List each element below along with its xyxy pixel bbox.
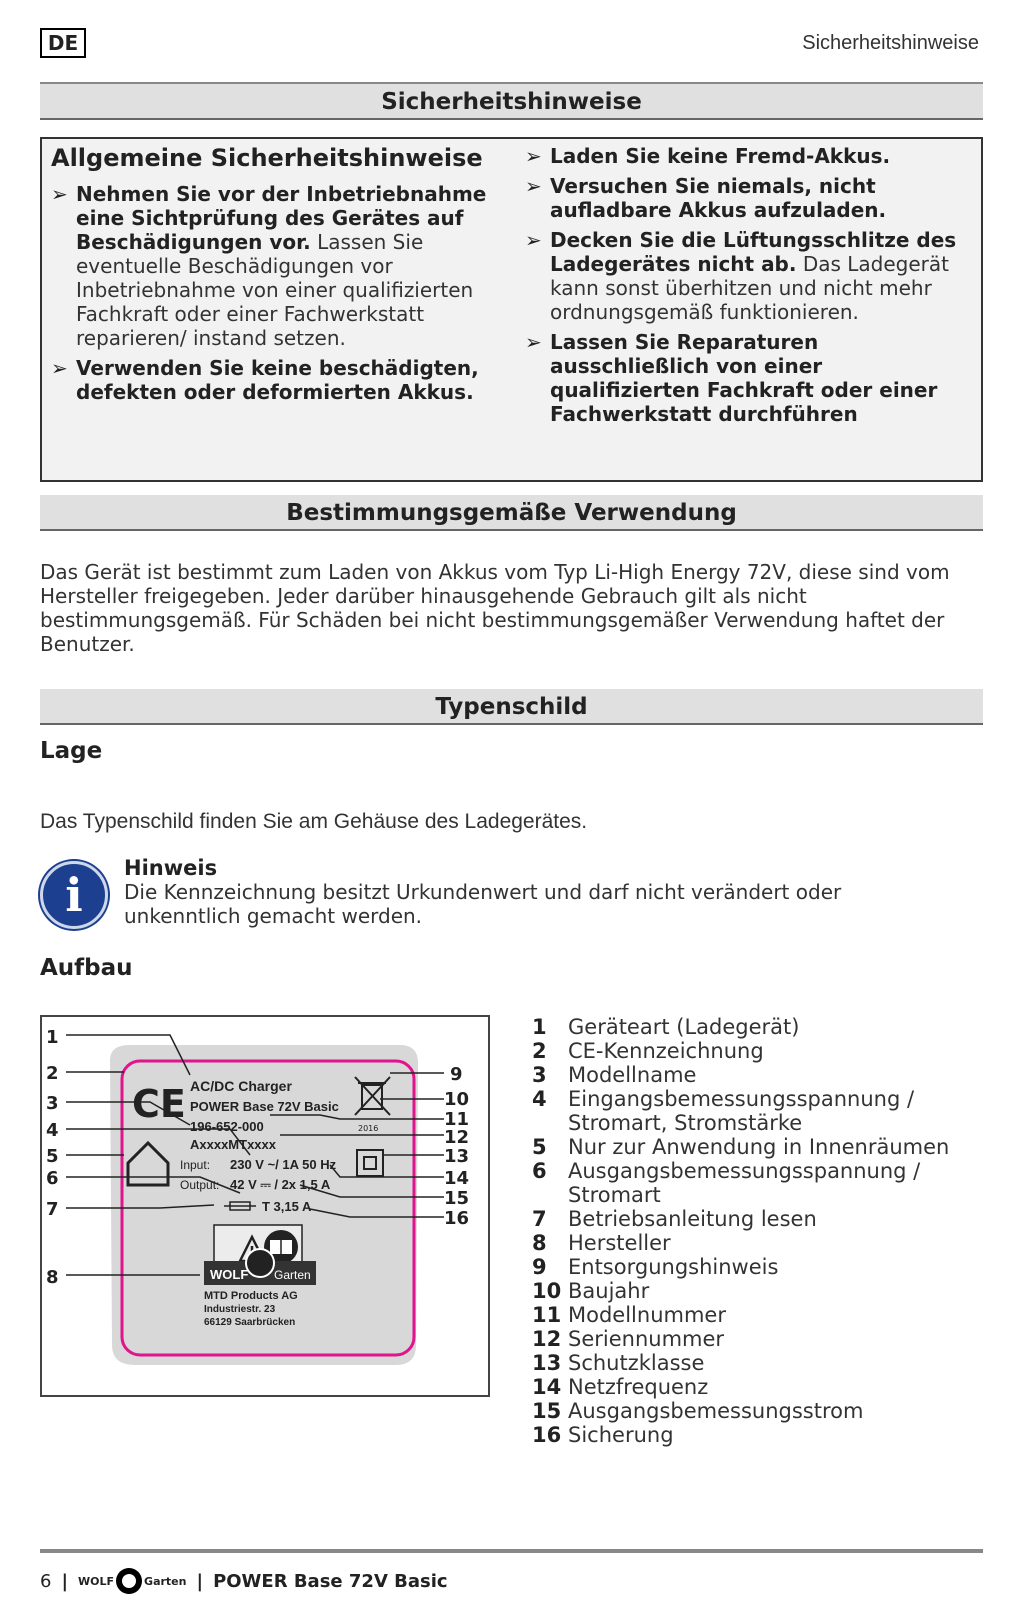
svg-text:15: 15 [444, 1188, 470, 1209]
legend-description: Netzfrequenz [568, 1375, 709, 1399]
safety-left-column [51, 144, 501, 410]
svg-text:14: 14 [444, 1168, 470, 1189]
plate-serial: AxxxxMTxxxx [190, 1137, 276, 1152]
legend-description: Baujahr [568, 1279, 650, 1303]
svg-text:10: 10 [444, 1089, 470, 1110]
language-badge: DE [40, 28, 86, 58]
ce-mark: CE [132, 1082, 186, 1126]
plate-manufacturer-2: Industriestr. 23 [204, 1304, 276, 1315]
legend-number: 3 [532, 1063, 547, 1087]
svg-text:6: 6 [46, 1168, 59, 1189]
legend-item [532, 1015, 982, 1039]
legend-number: 16 [532, 1423, 562, 1447]
legend-number: 4 [532, 1087, 547, 1111]
legend-description: Ausgangsbemessungsspannung / Stromart [568, 1159, 921, 1207]
footer-product-name: POWER Base 72V Basic [213, 1570, 448, 1592]
typeplate-legend [532, 1015, 982, 1447]
legend-number: 5 [532, 1135, 547, 1159]
aufbau-heading: Aufbau [40, 955, 133, 981]
safety-bullet-right-1 [525, 144, 965, 168]
legend-number: 8 [532, 1231, 547, 1255]
legend-item [532, 1039, 982, 1063]
running-header-title: Sicherheitshinweise [802, 32, 979, 54]
legend-item [532, 1159, 982, 1207]
safety-bullet-right-4 [525, 330, 965, 426]
legend-item [532, 1279, 982, 1303]
footer: 6 | WOLF Garten | POWER Base 72V Basic [40, 1568, 448, 1594]
bullet-bold-text: Verwenden Sie keine beschädigten, defekten oder deformierten Akkus. [76, 356, 479, 404]
legend-item [532, 1303, 982, 1327]
svg-text:5: 5 [46, 1146, 59, 1167]
safety-right-column [525, 144, 965, 432]
legend-description: Schutzklasse [568, 1351, 705, 1375]
safety-bullet-right-2 [525, 174, 965, 222]
legend-description: Seriennummer [568, 1327, 725, 1351]
legend-item [532, 1375, 982, 1399]
legend-item [532, 1423, 982, 1447]
svg-text:12: 12 [444, 1127, 470, 1148]
plate-model-name: POWER Base 72V Basic [190, 1099, 339, 1114]
bullet-arrow-icon: ➢ [525, 330, 542, 354]
plate-model-number: 196-652-000 [190, 1119, 264, 1134]
wolf-logo-icon [116, 1568, 142, 1594]
bullet-arrow-icon: ➢ [525, 144, 542, 168]
legend-item [532, 1327, 982, 1351]
bullet-bold-text: Decken Sie die Lüftungsschlitze des Ladegerätes nicht ab. [550, 228, 957, 276]
svg-text:4: 4 [46, 1120, 59, 1141]
bullet-bold-text: Laden Sie keine Fremd-Akkus. [550, 144, 891, 168]
legend-description: Entsorgungshinweis [568, 1255, 779, 1279]
svg-text:1: 1 [46, 1027, 59, 1048]
svg-text:3: 3 [46, 1093, 59, 1114]
page-number: 6 [40, 1570, 52, 1592]
legend-number: 11 [532, 1303, 562, 1327]
callout-numbers-right [444, 1064, 469, 1229]
legend-number: 12 [532, 1327, 562, 1351]
legend-number: 6 [532, 1159, 547, 1183]
plate-output-value: 42 V ⎓ / 2x 1,5 A [230, 1177, 331, 1192]
legend-item [532, 1255, 982, 1279]
legend-number: 9 [532, 1255, 547, 1279]
bullet-arrow-icon: ➢ [525, 174, 542, 198]
legend-item [532, 1231, 982, 1255]
info-icon: i [40, 861, 108, 929]
legend-description: Geräteart (Ladegerät) [568, 1015, 800, 1039]
plate-output-label: Output: [180, 1178, 220, 1192]
legend-item [532, 1351, 982, 1375]
safety-heading: Allgemeine Sicherheitshinweise [51, 144, 483, 172]
lage-heading: Lage [40, 738, 103, 764]
bullet-arrow-icon: ➢ [51, 356, 68, 380]
legend-number: 14 [532, 1375, 562, 1399]
typeplate-diagram [40, 1015, 490, 1397]
safety-bullet-left-1 [51, 182, 501, 350]
plate-input-value: 230 V ~/ 1A 50 Hz [230, 1157, 337, 1172]
svg-text:13: 13 [444, 1146, 470, 1167]
plate-wolf-logo-icon [246, 1249, 274, 1277]
lage-text: Das Typenschild finden Sie am Gehäuse des Ladegerätes. [40, 810, 588, 833]
plate-input-label: Input: [180, 1158, 211, 1172]
usage-paragraph: Das Gerät ist bestimmt zum Laden von Akkus vom Typ Li-High Energy 72V, diese sind vom Hersteller freigegeben. Jeder darüber hinausgehende Gebrauch gilt als nicht bestimmungsgemäß. Für Schäden bei nicht bestimmungsgemäßer Verwendung haftet der Benutzer. [40, 560, 950, 656]
legend-item [532, 1399, 982, 1423]
svg-text:7: 7 [46, 1199, 59, 1220]
footer-brand-right: Garten [144, 1574, 187, 1588]
legend-number: 15 [532, 1399, 562, 1423]
legend-description: Ausgangsbemessungsstrom [568, 1399, 864, 1423]
plate-year: 2016 [358, 1124, 379, 1133]
hinweis-note [124, 856, 944, 928]
hinweis-title: Hinweis [124, 856, 218, 880]
legend-description: Modellname [568, 1063, 697, 1087]
section-bar-usage: Bestimmungsgemäße Verwendung [40, 495, 983, 531]
svg-text:16: 16 [444, 1208, 470, 1229]
bullet-bold-text: Lassen Sie Reparaturen ausschließlich von einer qualifizierten Fachkraft oder einer Fachwerkstatt durchführen [550, 330, 938, 426]
legend-description: Betriebsanleitung lesen [568, 1207, 817, 1231]
svg-text:9: 9 [450, 1064, 463, 1085]
plate-brand-left: WOLF [210, 1267, 249, 1282]
bullet-normal-text: Das Ladegerät kann sonst überhitzen und nicht mehr ordnungsgemäß funktionieren. [550, 252, 949, 324]
bullet-normal-text: Lassen Sie eventuelle Beschädigungen vor Inbetriebnahme von einer qualifizierten Fachkraft oder einer Fachwerkstatt reparieren/ instand setzen. [76, 230, 474, 350]
legend-number: 2 [532, 1039, 547, 1063]
plate-manufacturer-1: MTD Products AG [204, 1290, 298, 1302]
svg-text:2: 2 [46, 1063, 59, 1084]
bullet-arrow-icon: ➢ [525, 228, 542, 252]
legend-item [532, 1087, 982, 1135]
legend-description: Eingangsbemessungsspannung / Stromart, Stromstärke [568, 1087, 915, 1135]
svg-text:11: 11 [444, 1109, 470, 1130]
safety-bullet-right-3 [525, 228, 965, 324]
svg-text:8: 8 [46, 1267, 59, 1288]
plate-product-type: AC/DC Charger [190, 1078, 292, 1094]
section-bar-safety: Sicherheitshinweise [40, 84, 983, 120]
legend-description: Modellnummer [568, 1303, 726, 1327]
legend-description: Sicherung [568, 1423, 674, 1447]
plate-manufacturer-3: 66129 Saarbrücken [204, 1317, 296, 1328]
footer-rule [40, 1549, 983, 1553]
footer-brand-logo [78, 1568, 186, 1594]
footer-brand-left: WOLF [78, 1574, 115, 1588]
bullet-bold-text: Nehmen Sie vor der Inbetriebnahme eine Sichtprüfung des Gerätes auf Beschädigungen vor. [76, 182, 487, 254]
legend-description: CE-Kennzeichnung [568, 1039, 764, 1063]
legend-item [532, 1063, 982, 1087]
hinweis-text: Die Kennzeichnung besitzt Urkundenwert und darf nicht verändert oder unkenntlich gemacht werden. [124, 880, 842, 928]
legend-item [532, 1135, 982, 1159]
plate-fuse: T 3,15 A [262, 1199, 312, 1214]
plate-brand-right: Garten [274, 1268, 311, 1282]
safety-bullet-left-2 [51, 356, 501, 404]
legend-number: 10 [532, 1279, 562, 1303]
legend-description: Nur zur Anwendung in Innenräumen [568, 1135, 950, 1159]
bullet-arrow-icon: ➢ [51, 182, 68, 206]
legend-description: Hersteller [568, 1231, 671, 1255]
legend-item [532, 1207, 982, 1231]
legend-number: 1 [532, 1015, 547, 1039]
legend-number: 13 [532, 1351, 562, 1375]
section-bar-typeplate: Typenschild [40, 689, 983, 725]
bullet-bold-text: Versuchen Sie niemals, nicht aufladbare Akkus aufzuladen. [550, 174, 887, 222]
legend-number: 7 [532, 1207, 547, 1231]
